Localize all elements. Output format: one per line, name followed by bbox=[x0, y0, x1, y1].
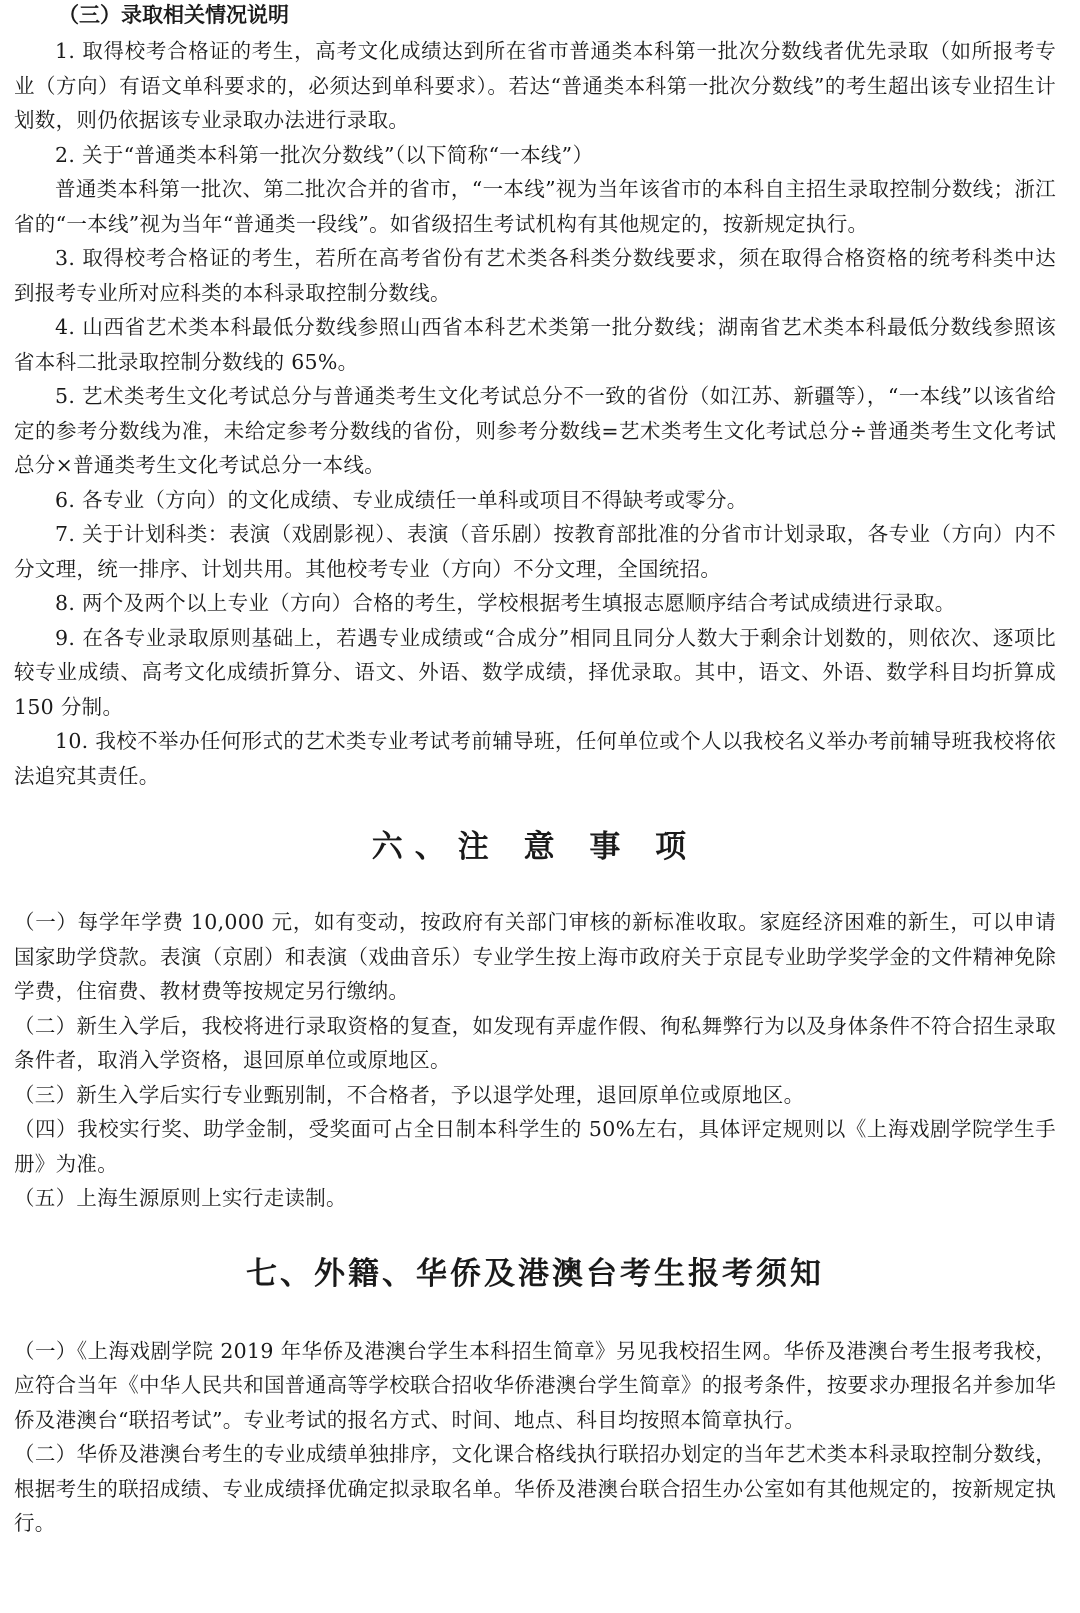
admission-item-1: 1. 取得校考合格证的考生，高考文化成绩达到所在省市普通类本科第一批次分数线者优先录取（如所报考专业（方向）有语文单科要求的，必须达到单科要求）。若达“普通类本科第一批次分数线”的考生超出该专业招生计划数，则仍依据该专业录取办法进行录取。 bbox=[14, 39, 1056, 132]
overseas-section bbox=[14, 1254, 1056, 1541]
notice-section bbox=[14, 827, 1056, 1216]
overseas-item-1: （一）《上海戏剧学院 2019 年华侨及港澳台学生本科招生简章》另见我校招生网。华侨及港澳台考生报考我校，应符合当年《中华人民共和国普通高等学校联合招收华侨港澳台学生简章》的报考条件，按要求办理报名并参加华侨及港澳台“联招考试”。专业考试的报名方式、时间、地点、科目均按照本简章执行。 bbox=[14, 1338, 1056, 1432]
admission-item-5: 5. 艺术类考生文化考试总分与普通类考生文化考试总分不一致的省份（如江苏、新疆等），“一本线”以该省给定的参考分数线为准，未给定参考分数线的省份，则参考分数线=艺术类考生文化考试总分÷普通类考生文化考试总分×普通类考生文化考试总分一本线。 bbox=[14, 384, 1056, 477]
admission-item-2: 2. 关于“普通类本科第一批次分数线”（以下简称“一本线”） bbox=[55, 142, 594, 167]
admission-heading: （三）录取相关情况说明 bbox=[58, 2, 289, 27]
admission-item-7: 7. 关于计划科类：表演（戏剧影视）、表演（音乐剧）按教育部批准的分省市计划录取，各专业（方向）内不分文理，统一排序、计划共用。其他校考专业（方向）不分文理，全国统招。 bbox=[14, 522, 1056, 581]
overseas-section-title: 七、外籍、华侨及港澳台考生报考须知 bbox=[246, 1255, 824, 1292]
admission-section bbox=[14, 0, 1056, 793]
notice-item-3: （三）新生入学后实行专业甄别制，不合格者，予以退学处理，退回原单位或原地区。 bbox=[14, 1082, 805, 1107]
notice-section-title: 六、注 意 事 项 bbox=[371, 829, 699, 865]
admission-item-2-detail: 普通类本科第一批次、第二批次合并的省市，“一本线”视为当年该省市的本科自主招生录取控制分数线；浙江省的“一本线”视为当年“普通类一段线”。如省级招生考试机构有其他规定的，按新规定执行。 bbox=[14, 177, 1056, 236]
admission-item-6: 6. 各专业（方向）的文化成绩、专业成绩任一单科或项目不得缺考或零分。 bbox=[55, 487, 748, 512]
notice-item-4: （四）我校实行奖、助学金制，受奖面可占全日制本科学生的 50%左右，具体评定规则以《上海戏剧学院学生手册》为准。 bbox=[14, 1117, 1056, 1176]
admission-item-10: 10. 我校不举办任何形式的艺术类专业考试考前辅导班，任何单位或个人以我校名义举办考前辅导班我校将依法追究其责任。 bbox=[14, 729, 1056, 788]
notice-item-1: （一）每学年学费 10,000 元，如有变动，按政府有关部门审核的新标准收取。家庭经济困难的新生，可以申请国家助学贷款。表演（京剧）和表演（戏曲音乐）专业学生按上海市政府关于京昆专业助学奖学金的文件精神免除学费，住宿费、教材费等按规定另行缴纳。 bbox=[14, 910, 1056, 1003]
notice-item-5: （五）上海生源原则上实行走读制。 bbox=[14, 1186, 347, 1210]
admission-item-3: 3. 取得校考合格证的考生，若所在高考省份有艺术类各科类分数线要求，须在取得合格资格的统考科类中达到报考专业所对应科类的本科录取控制分数线。 bbox=[14, 246, 1056, 305]
notice-item-2: （二）新生入学后，我校将进行录取资格的复查，如发现有弄虚作假、徇私舞弊行为以及身体条件不符合招生录取条件者，取消入学资格，退回原单位或原地区。 bbox=[14, 1013, 1056, 1072]
admission-item-4: 4. 山西省艺术类本科最低分数线参照山西省本科艺术类第一批分数线；湖南省艺术类本科最低分数线参照该省本科二批录取控制分数线的 65%。 bbox=[14, 315, 1056, 374]
overseas-item-2: （二）华侨及港澳台考生的专业成绩单独排序，文化课合格线执行联招办划定的当年艺术类本科录取控制分数线，根据考生的联招成绩、专业成绩择优确定拟录取名单。华侨及港澳台联合招生办公室如有其他规定的，按新规定执行。 bbox=[14, 1442, 1056, 1535]
admission-item-8: 8. 两个及两个以上专业（方向）合格的考生，学校根据考生填报志愿顺序结合考试成绩进行录取。 bbox=[55, 591, 956, 615]
admission-item-9: 9. 在各专业录取原则基础上，若遇专业成绩或“合成分”相同且同分人数大于剩余计划数的，则依次、逐项比较专业成绩、高考文化成绩折算分、语文、外语、数学成绩，择优录取。其中，语文、外语、数学科目均折算成 150 分制。 bbox=[14, 625, 1056, 719]
